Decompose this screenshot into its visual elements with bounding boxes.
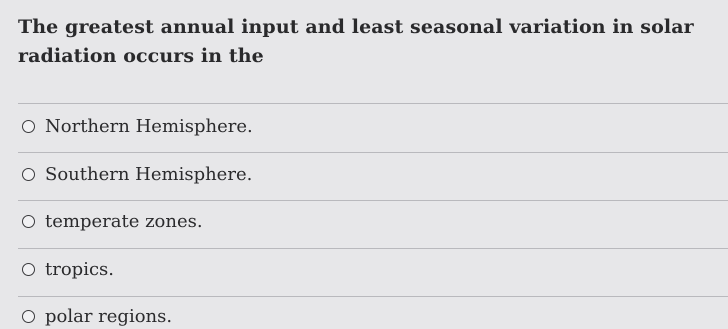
divider [18,200,728,201]
divider [18,152,728,153]
option-label: temperate zones. [45,210,203,232]
option-northern-hemisphere[interactable] [22,113,253,139]
option-label: tropics. [45,258,114,280]
radio-button[interactable] [22,310,35,323]
divider [18,296,728,297]
radio-button[interactable] [22,215,35,228]
option-temperate-zones[interactable] [22,208,203,234]
option-southern-hemisphere[interactable] [22,161,252,187]
divider [18,248,728,249]
question-text: The greatest annual input and least seasonal variation in solar radiation occurs in the [18,16,694,67]
option-label: Northern Hemisphere. [45,115,253,137]
option-label: Southern Hemisphere. [45,163,253,185]
option-tropics[interactable] [22,256,114,282]
radio-button[interactable] [22,120,35,133]
divider [18,103,728,104]
option-polar-regions[interactable] [22,303,172,329]
option-label: polar regions. [45,305,173,327]
radio-button[interactable] [22,168,35,181]
radio-button[interactable] [22,263,35,276]
